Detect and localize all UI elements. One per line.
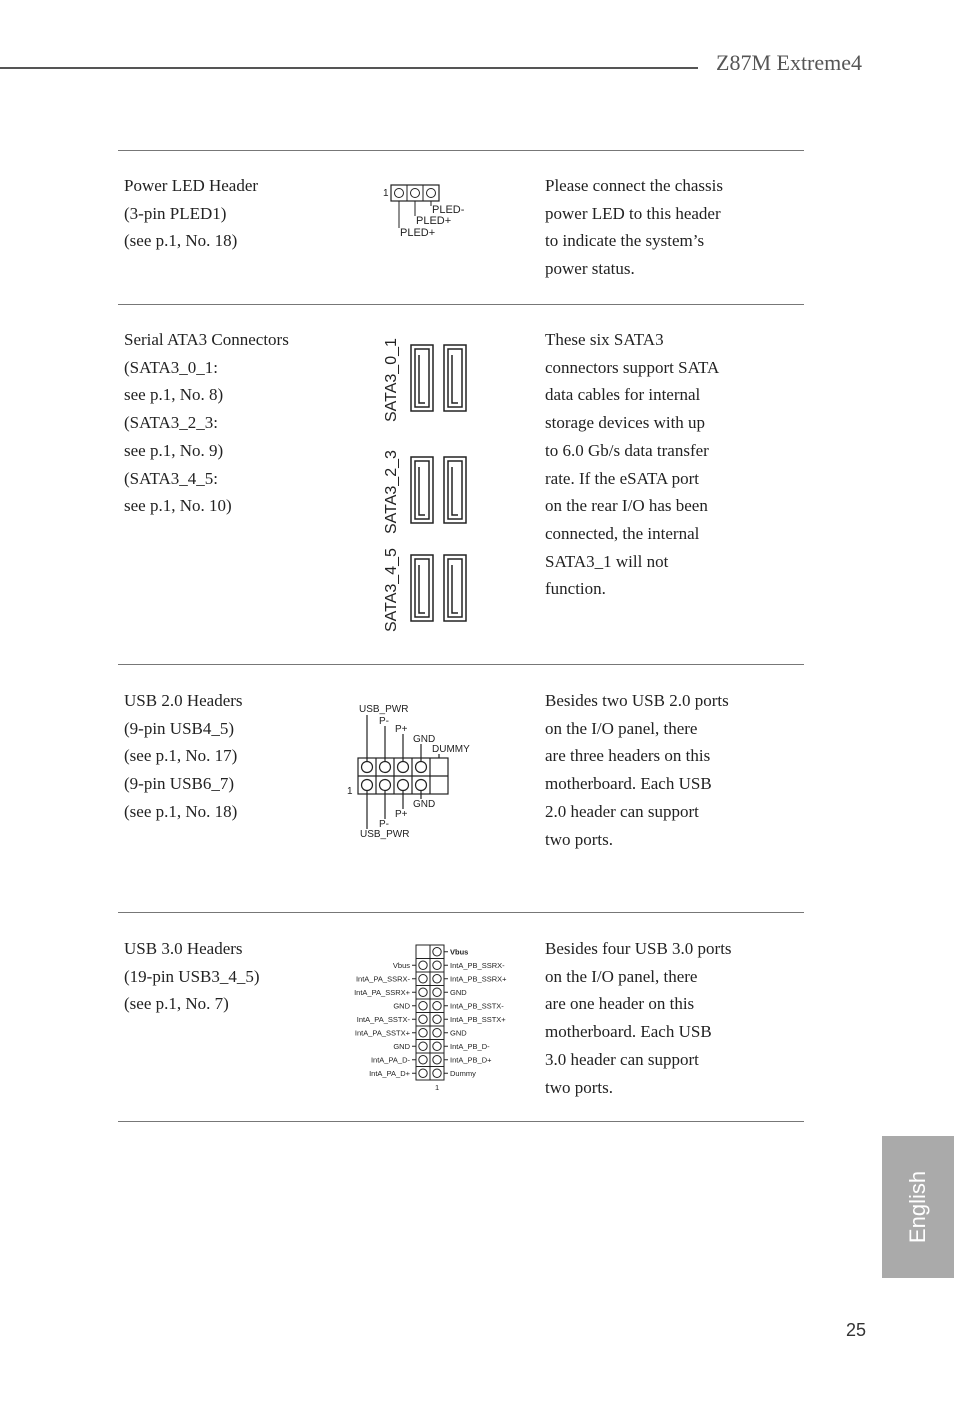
usb-pwr-bottom-label: USB_PWR	[360, 829, 410, 840]
pin-label-right: IntA_PB_SSTX+	[450, 1015, 506, 1024]
pin-label-right: GND	[450, 988, 467, 997]
table-rule	[118, 1121, 804, 1122]
table-rule	[118, 150, 804, 151]
power-led-pin-diagram	[380, 180, 490, 242]
pin1-label: 1	[347, 786, 353, 797]
pin-label-right: IntA_PB_SSRX+	[450, 974, 507, 984]
pin-label-right: IntA_PB_D+	[450, 1055, 492, 1065]
pin1-label: 1	[383, 188, 389, 199]
power-led-description: Please connect the chassis power LED to this header to indicate the system’s power status.	[545, 176, 723, 279]
pin-label-left: IntA_PA_SSTX-	[356, 1015, 410, 1024]
gnd-bottom-label: GND	[413, 799, 436, 810]
page-number: 25	[846, 1320, 867, 1340]
pin-label-right: IntA_PB_D-	[450, 1042, 490, 1051]
pin-label-right: IntA_PB_SSTX-	[450, 1001, 504, 1011]
usb3-description: Besides four USB 3.0 ports on the I/O panel, there are one header on this motherboard. Each USB 3.0 header can support two ports.	[545, 939, 732, 1097]
dummy-label: DUMMY	[432, 744, 470, 755]
sata3-connector-diagram	[376, 330, 476, 635]
pin-label-right: Dummy	[450, 1069, 476, 1078]
pin-label-right: GND	[450, 1028, 467, 1038]
power-led-title: Power LED Header (3-pin PLED1) (see p.1, No. 18)	[124, 176, 259, 251]
table-rule	[118, 912, 804, 913]
manual-title: Z87M Extreme4	[716, 50, 863, 75]
sata3-4-5-label: SATA3_4_5	[383, 548, 400, 632]
pled-plus-label: PLED+	[400, 227, 436, 239]
p-plus-bottom-label: P+	[395, 809, 408, 820]
pin-label-left: IntA_PA_D-	[370, 1055, 410, 1065]
pin-label-left: IntA_PA_SSTX+	[354, 1028, 410, 1038]
usb-pwr-top-label: USB_PWR	[359, 704, 409, 715]
usb3-pin-diagram	[340, 940, 540, 1095]
gnd-top-label: GND	[413, 734, 436, 745]
p-plus-top-label: P+	[395, 724, 408, 735]
pin-label-left: GND	[393, 1001, 410, 1011]
sata3-description: These six SATA3 connectors support SATA data cables for internal storage devices with up to 6.0 Gb/s data transfer rate. If the eSATA port on the rear I/O has been connected, the internal SATA3_1 will not function.	[545, 330, 720, 599]
usb2-title: USB 2.0 Headers (9-pin USB4_5) (see p.1, No. 17) (9-pin USB6_7) (see p.1, No. 18)	[124, 691, 243, 821]
usb3-title: USB 3.0 Headers (19-pin USB3_4_5) (see p.1, No. 7)	[124, 939, 260, 1014]
pin-label-left: IntA_PA_D+	[369, 1069, 410, 1078]
usb2-description: Besides two USB 2.0 ports on the I/O panel, there are three headers on this motherboard. Each USB 2.0 header can support two ports.	[545, 691, 729, 849]
pin-label-right: Vbus	[450, 947, 469, 957]
pin-label-left: IntA_PA_SSRX+	[354, 988, 410, 997]
p-minus-top-label: P-	[379, 716, 389, 727]
pin-label-left: GND	[393, 1042, 410, 1051]
language-tab	[882, 1136, 954, 1278]
usb2-pin-diagram	[340, 698, 480, 843]
header-rule	[0, 67, 698, 69]
pled-minus-label: PLED-	[432, 204, 465, 216]
pin-label-right: IntA_PB_SSRX-	[450, 961, 505, 970]
table-rule	[118, 304, 804, 305]
sata3-2-3-label: SATA3_2_3	[383, 450, 400, 534]
sata3-0-1-label: SATA3_0_1	[383, 338, 400, 422]
table-rule	[118, 664, 804, 665]
p-minus-bottom-label: P-	[379, 819, 389, 830]
pin-label-left: IntA_PA_SSRX-	[355, 974, 410, 984]
sata3-title: Serial ATA3 Connectors (SATA3_0_1: see p.1, No. 8) (SATA3_2_3: see p.1, No. 9) (SATA3_4_5: see p.1, No. 10)	[124, 330, 289, 516]
pin-label-left: Vbus	[392, 961, 410, 970]
pled-plus-label: PLED+	[416, 215, 452, 227]
language-tab-label: English	[905, 1170, 930, 1244]
pin1-label: 1	[435, 1083, 440, 1092]
